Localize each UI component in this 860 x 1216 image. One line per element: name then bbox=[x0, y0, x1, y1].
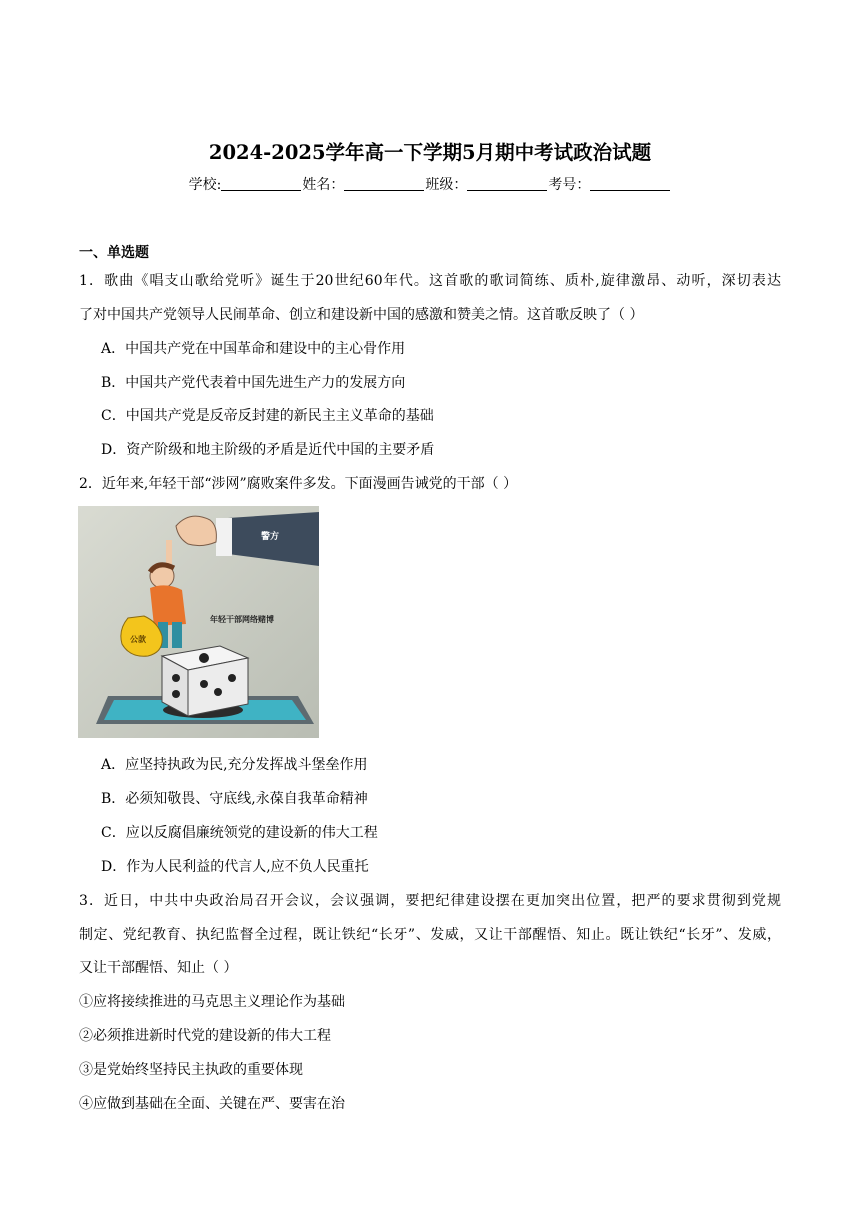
class-blank[interactable] bbox=[467, 176, 547, 191]
school-label: 学校: bbox=[188, 177, 222, 193]
dice-pip bbox=[214, 688, 222, 696]
dice-pip bbox=[228, 674, 236, 682]
class-label: 班级： bbox=[425, 177, 468, 193]
question-1-stem-line-1: 1．歌曲《唱支山歌给党听》诞生于20世纪60年代。这首歌的歌词简练、质朴,旋律激昂、动听，深切表达 bbox=[79, 273, 781, 289]
section-heading: 一、单选题 bbox=[79, 245, 149, 261]
exam-number-blank[interactable] bbox=[590, 176, 670, 191]
police-label: 警方 bbox=[261, 531, 280, 541]
caption-label: 年轻干部网络赌博 bbox=[210, 615, 274, 624]
question-1-option-a: A．中国共产党在中国革命和建设中的主心骨作用 bbox=[101, 341, 406, 357]
question-3-stem-line-2: 制定、党纪教育、执纪监督全过程，既让铁纪“长牙”、发威，又让干部醒悟、知止。既让铁纪“长牙”、发威， bbox=[79, 927, 781, 943]
question-3-stem-line-1: 3．近日，中共中央政治局召开会议，会议强调，要把纪律建设摆在更加突出位置，把严的要求贯彻到党规 bbox=[79, 893, 781, 909]
question-2-option-c: C．应以反腐倡廉统领党的建设新的伟大工程 bbox=[101, 825, 378, 841]
name-label: 姓名： bbox=[302, 177, 345, 193]
student-info-line bbox=[0, 174, 860, 194]
dice-pip bbox=[172, 690, 180, 698]
dice-pip bbox=[199, 653, 209, 663]
question-3-stem-line-3: 又让干部醒悟、知止（ ） bbox=[79, 960, 238, 976]
question-1-option-d: D．资产阶级和地主阶级的矛盾是近代中国的主要矛盾 bbox=[101, 442, 435, 458]
exam-number-label: 考号： bbox=[548, 177, 591, 193]
dice-pip bbox=[172, 674, 180, 682]
question-1-option-b: B．中国共产党代表着中国先进生产力的发展方向 bbox=[101, 375, 406, 391]
question-3-statement-2: ②必须推进新时代党的建设新的伟大工程 bbox=[79, 1028, 331, 1044]
question-1-stem-line-2: 了对中国共产党领导人民闹革命、创立和建设新中国的感激和赞美之情。这首歌反映了（ ） bbox=[79, 307, 644, 323]
name-blank[interactable] bbox=[344, 176, 424, 191]
page-title: 2024-2025学年高一下学期5月期中考试政治试题 bbox=[208, 141, 652, 164]
bag-label: 公款 bbox=[130, 635, 146, 644]
question-3-statement-4: ④应做到基础在全面、关键在严、要害在治 bbox=[79, 1096, 345, 1112]
question-3-statement-1: ①应将接续推进的马克思主义理论作为基础 bbox=[79, 994, 345, 1010]
question-2-option-d: D．作为人民利益的代言人,应不负人民重托 bbox=[101, 859, 369, 875]
police-cuff bbox=[216, 518, 232, 556]
question-2-stem: 2．近年来,年轻干部“涉网”腐败案件多发。下面漫画告诫党的干部（ ） bbox=[79, 476, 518, 492]
person-shirt bbox=[150, 585, 186, 626]
person-arm bbox=[166, 540, 172, 564]
dice-pip bbox=[200, 680, 208, 688]
question-2-option-b: B．必须知敬畏、守底线,永葆自我革命精神 bbox=[101, 791, 368, 807]
question-3-statement-3: ③是党始终坚持民主执政的重要体现 bbox=[79, 1062, 303, 1078]
question-1-option-c: C．中国共产党是反帝反封建的新民主主义革命的基础 bbox=[101, 408, 434, 424]
person-leg-right bbox=[172, 622, 182, 648]
school-blank[interactable] bbox=[221, 176, 301, 191]
anti-corruption-cartoon bbox=[78, 506, 319, 738]
question-2-option-a: A．应坚持执政为民,充分发挥战斗堡垒作用 bbox=[101, 757, 368, 773]
